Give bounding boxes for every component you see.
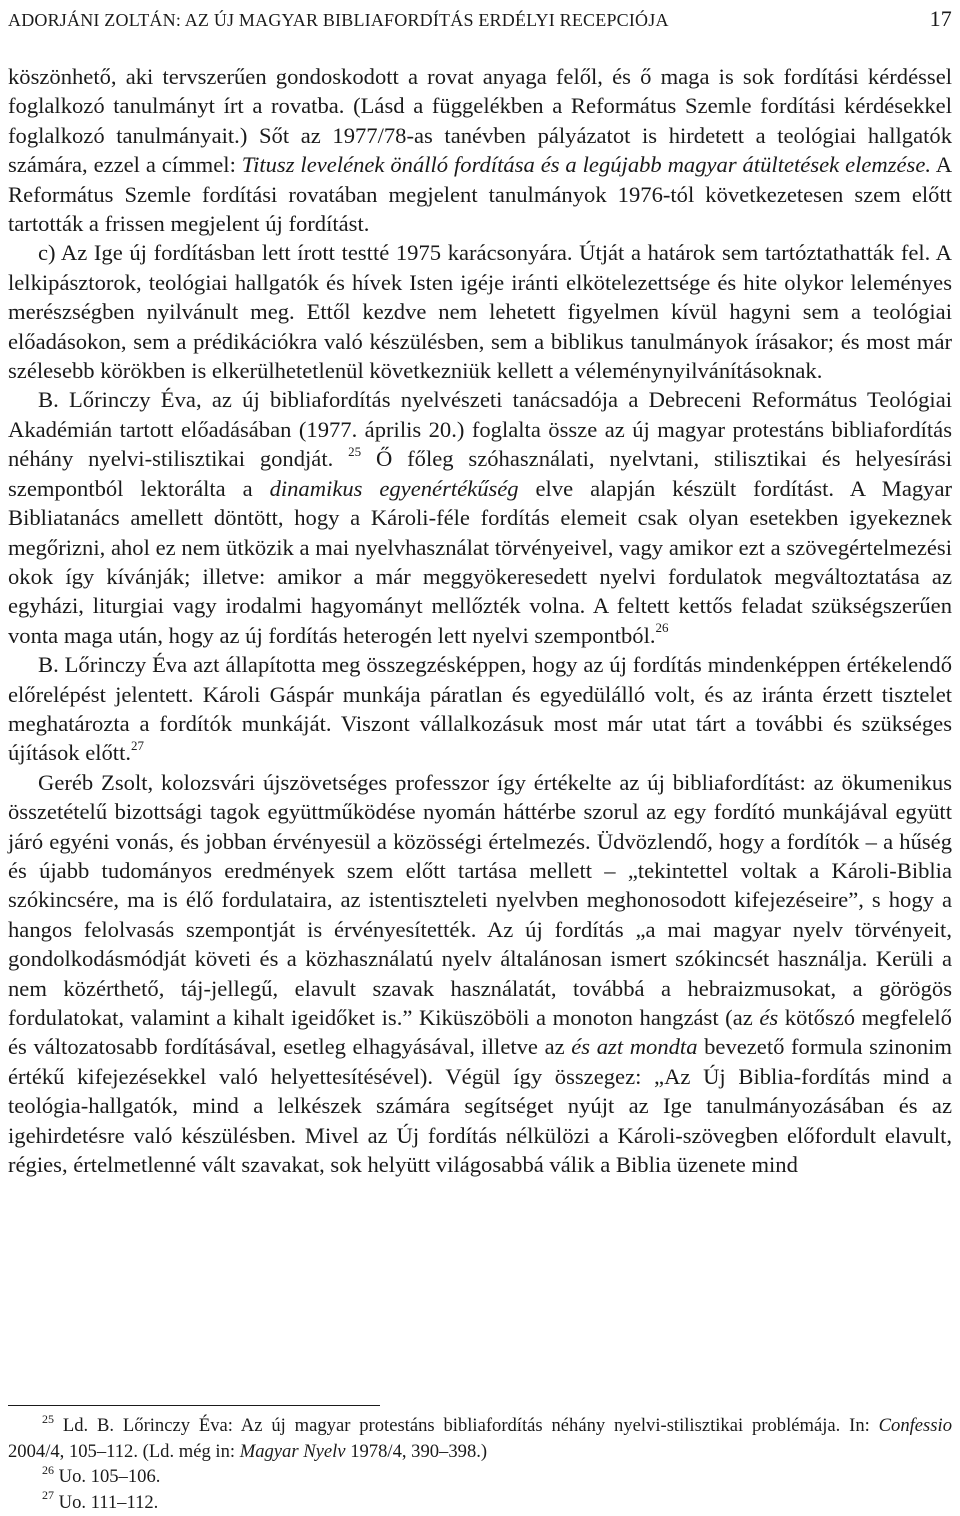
paragraph-text: bevezető formula szinonim értékű kifejezésekkel való helyettesítésével). Végül így összegez: „Az Új Biblia-fordítás mind a teológia-hallgatók, mind a lelkészek számára segítséget nyújt az Ige tanulmányozásában és az igehirdetésre való készülésben. Mivel az Új fordítás nélkülözi a Károli-szövegben előfordult elavult, régies, értelmetlenné vált szavakat, sok helyütt világosabbá válik a Biblia üzenete mind bbox=[8, 1034, 953, 1178]
running-head-title: ADORJÁNI ZOLTÁN: AZ ÚJ MAGYAR BIBLIAFORDÍTÁS ERDÉLYI RECEPCIÓJA bbox=[8, 10, 669, 30]
paragraph-text: Ő főleg szóhasználati, nyelvtani, stilisztikai és helyesírási szempontból lektorálta a bbox=[8, 446, 952, 501]
footnote-text: Uo. 111–112. bbox=[54, 1491, 159, 1513]
paragraph-1 bbox=[8, 62, 952, 238]
footnote-number: 27 bbox=[42, 1488, 54, 1503]
competition-title: Titusz levelének önálló fordítása és a legújabb magyar átültetések elemzése. bbox=[241, 152, 932, 178]
paragraph-4 bbox=[8, 650, 952, 768]
footnote-ref-27[interactable]: 27 bbox=[131, 737, 144, 753]
italic-term: és bbox=[759, 1005, 779, 1030]
paragraph-text: B. Lőrinczy Éva azt állapította meg összegzésképpen, hogy az új fordítás mindenképpen értékelendő előrelépést jelentett. Károli Gáspár munkája páratlan és egyedülálló volt, és az iránta érzett tisztelet meghatározta a fordítók munkáját. Viszont vállalkozásuk most már utat tárt a további és szükséges újítások előtt. bbox=[8, 652, 952, 766]
paragraph-text: Geréb Zsolt, kolozsvári újszövetséges professzor így értékelte az új bibliafordítást: az ökumenikus összetételű bizottsági tagok együttműködése nyomán háttérbe szorul az egy fordító munkájával együtt járó egyéni vonás, és jobban érvényesül a közösségi értelmezés. Üdvözlendő, hogy a fordítók – a hűség és újabb tudományos eredmények szem előtt tartása mellett – „tekintettel voltak a Károli-Biblia szókincsére, ma is élő fordulataira, az istentiszteleti nyelvben meghonosodott kifejezéseire”, s hogy a hangos felolvasás szempontját is érvényesítették. Az új fordítás „a mai magyar nyelv törvényeit, gondolkodásmódját követi és a közhasználatú nyelv általánosan ismert szókincsét használja. Kerüli a nem közérthető, táj-jellegű, elavult szavak használatát, továbbá a hebraizmusokat, a görögös fordulatokat, valamint a kihalt igeidőket is.” Kiküszöböli a monoton hangzást (az bbox=[8, 769, 952, 1030]
footnote-27 bbox=[8, 1490, 952, 1516]
footnote-26 bbox=[8, 1464, 952, 1490]
paragraph-5 bbox=[8, 768, 952, 1180]
paragraph-text: B. Lőrinczy Éva, az új bibliafordítás nyelvészeti tanácsadója a Debreceni Református Teológiai Akadémián tartott előadásában (1977. április 20.) foglalta össze az új magyar protestáns bibliafordítás néhány nyelvi-stilisztikai gondját. bbox=[8, 387, 952, 472]
paragraph-text: kötőszó megfelelő és változatosabb fordításával, esetleg elhagyásával, illetve az bbox=[8, 1005, 952, 1060]
journal-title: Magyar Nyelv bbox=[239, 1440, 346, 1462]
italic-term: és azt mondta bbox=[571, 1034, 698, 1060]
paragraph-3 bbox=[8, 385, 952, 650]
footnote-text: Uo. 105–106. bbox=[54, 1466, 161, 1487]
paragraph-text: köszönhető, aki tervszerűen gondoskodott a rovat anyaga felől, és ő maga is sok fordítási kérdéssel foglalkozó tanulmányt írt a rovatba. (Lásd a függelékben a Református Szemle fordítási kérdésekkel foglalkozó tanulmányait.) Sőt az 1977/78-as tanévben pályázatot is hirdetett a teológiai hallgatók számára, ezzel a címmel: bbox=[8, 64, 952, 178]
footnote-ref-25[interactable]: 25 bbox=[348, 443, 362, 459]
paragraph-text: c) Az Ige új fordításban lett írott testté 1975 karácsonyára. Útját a határok sem tartóztathatták fel. A lelkipásztorok, teológiai hallgatók és hívek Isten igéje iránti elkötelezettsége és hite olykor leleményes merészségben nyilvánult meg. Ettől kezdve nem lehetett figyelmen kívül hagyni sem a teológiai előadásokon, sem a prédikációkra való készülésben, sem a biblikus tanulmányok írásakor; és most már szélesebb körökben is elkerülhetetlenül következniük kellett a véleménynyilvánításoknak. bbox=[8, 240, 952, 384]
running-header bbox=[8, 6, 952, 36]
footnote-25 bbox=[8, 1413, 952, 1464]
footnote-number: 26 bbox=[42, 1462, 54, 1477]
footnotes bbox=[8, 1413, 952, 1515]
journal-title: Confessio bbox=[878, 1415, 952, 1436]
footnote-text: Ld. B. Lőrinczy Éva: Az új magyar protestáns bibliafordítás néhány nyelvi-stilisztikai problémája. In: bbox=[54, 1415, 879, 1436]
italic-term: dinamikus egyenértékűség bbox=[269, 475, 519, 501]
paragraph-text: elve alapján készült fordítást. A Magyar Bibliatanács amellett döntött, hogy a Károli-féle fordítás elemeit csak olyan esetekben igyekeznek megőrizni, ahol ez nem ütközik a mai nyelvhasználat törvényeivel, vagy amikor ezt a szövegértelmezési okok így kívánják; illetve: amikor a már meggyökeresedett nyelvi fordulatok megváltoztatása az egyházi, liturgiai vagy irodalmi hagyományt mellőzték volna. A feltett kettős feladat szükségszerűen vonta maga után, hogy az új fordítás heterogén lett nyelvi szempontból. bbox=[8, 475, 953, 648]
footnote-text: 1978/4, 390–398.) bbox=[345, 1440, 488, 1462]
footnote-separator bbox=[8, 1405, 380, 1406]
page-number: 17 bbox=[929, 6, 952, 31]
footnote-text: 2004/4, 105–112. (Ld. még in: bbox=[8, 1440, 240, 1462]
paragraph-text: A Református Szemle fordítási rovatában megjelent tanulmányok 1976-tól következetesen szem előtt tartották a frissen megjelent új fordítást. bbox=[8, 152, 953, 237]
main-text bbox=[8, 62, 952, 1179]
paragraph-2 bbox=[8, 238, 952, 385]
footnote-number: 25 bbox=[42, 1411, 54, 1426]
footnote-ref-26[interactable]: 26 bbox=[655, 620, 669, 636]
